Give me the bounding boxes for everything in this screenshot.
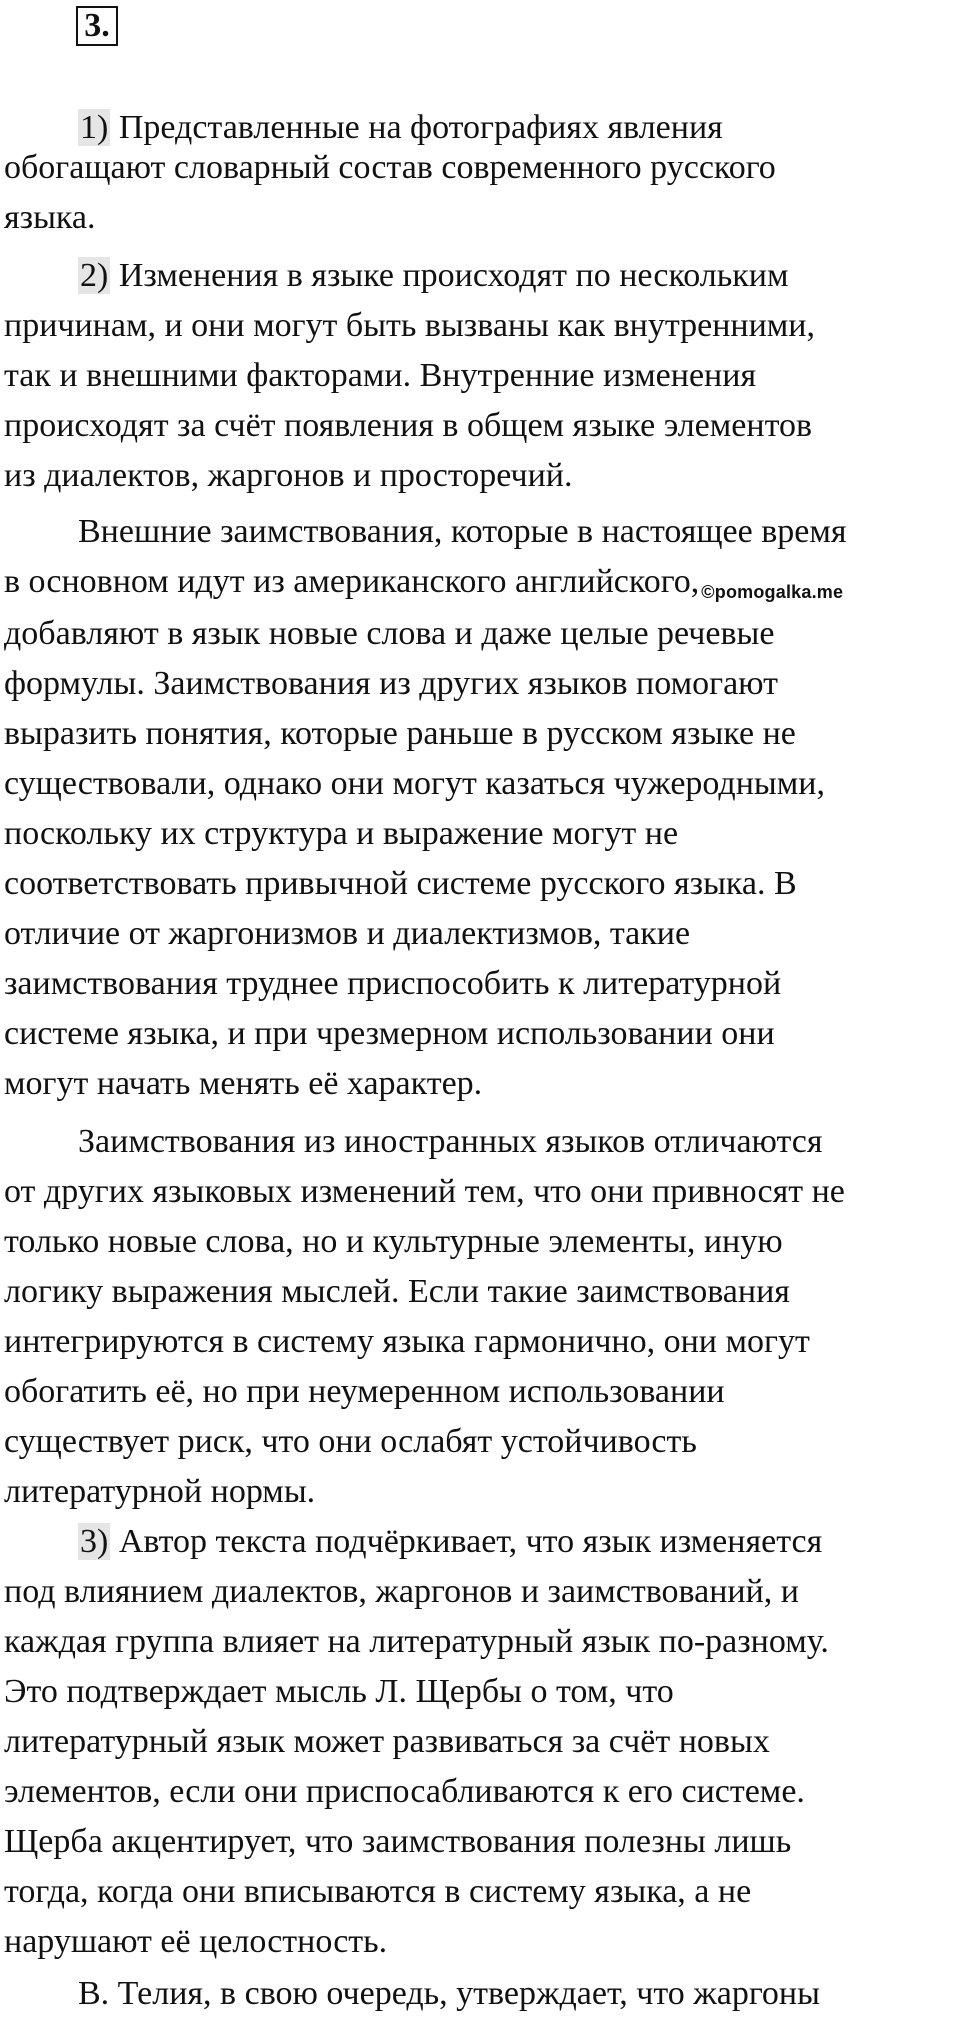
- text-line: Внешние заимствования, которые в настоящее время: [78, 513, 847, 550]
- line-text: Представленные на фотографиях явления: [110, 109, 723, 146]
- text-line: тогда, когда они вписываются в систему языка, а не: [4, 1873, 752, 1910]
- text-line: Это подтверждает мысль Л. Щербы о том, что: [4, 1673, 674, 1710]
- text-line: каждая группа влияет на литературный язык по-разному.: [4, 1623, 829, 1660]
- text-line: существует риск, что они ослабят устойчивость: [4, 1423, 697, 1460]
- text-line: обогащают словарный состав современного русского: [4, 149, 776, 186]
- text-line: из диалектов, жаргонов и просторечий.: [4, 457, 573, 494]
- text-line: интегрируются в систему языка гармонично, они могут: [4, 1323, 810, 1360]
- line-text: Автор текста подчёркивает, что язык изменяется: [110, 1523, 823, 1560]
- text-line: формулы. Заимствования из других языков помогают: [4, 665, 778, 702]
- text-line: обогатить её, но при неумеренном использовании: [4, 1373, 725, 1410]
- task-number-box: 3.: [76, 6, 118, 46]
- text-line: происходят за счёт появления в общем языке элементов: [4, 407, 813, 444]
- text-line: заимствования труднее приспособить к литературной: [4, 965, 782, 1002]
- text-line: [4, 562, 843, 602]
- text-line: [78, 108, 723, 148]
- text-line: только новые слова, но и культурные элементы, иную: [4, 1223, 783, 1260]
- item-marker: 3): [80, 1523, 109, 1560]
- text-line: могут начать менять её характер.: [4, 1065, 483, 1102]
- item-marker: 1): [80, 109, 109, 146]
- line-text: Изменения в языке происходят по нескольким: [110, 257, 789, 294]
- item-marker: 2): [80, 257, 109, 294]
- text-line: элементов, если они приспосабливаются к его системе.: [4, 1773, 805, 1810]
- text-line: [78, 256, 789, 296]
- text-line: отличие от жаргонизмов и диалектизмов, такие: [4, 915, 691, 952]
- text-line: Заимствования из иностранных языков отличаются: [78, 1123, 823, 1160]
- text-line: [78, 1522, 822, 1562]
- text-line: так и внешними факторами. Внутренние изменения: [4, 357, 757, 394]
- text-line: под влиянием диалектов, жаргонов и заимствований, и: [4, 1573, 799, 1610]
- text-line: литературной нормы.: [4, 1473, 316, 1510]
- line-text: в основном идут из американского английского,: [4, 563, 700, 600]
- text-line: от других языковых изменений тем, что они привносят не: [4, 1173, 845, 1210]
- text-line: соответствовать привычной системе русского языка. В: [4, 865, 797, 902]
- text-line: добавляют в язык новые слова и даже целые речевые: [4, 615, 775, 652]
- text-line: логику выражения мыслей. Если такие заимствования: [4, 1273, 790, 1310]
- text-line: языка.: [4, 199, 96, 236]
- text-line: выразить понятия, которые раньше в русском языке не: [4, 715, 796, 752]
- text-line: системе языка, и при чрезмерном использовании они: [4, 1015, 775, 1052]
- text-line: литературный язык может развиваться за счёт новых: [4, 1723, 770, 1760]
- text-line: нарушают её целостность.: [4, 1923, 388, 1960]
- text-line: существовали, однако они могут казаться чужеродными,: [4, 765, 825, 802]
- text-line: причинам, и они могут быть вызваны как внутренними,: [4, 307, 815, 344]
- text-line: Щерба акцентирует, что заимствования полезны лишь: [4, 1823, 792, 1860]
- text-line: В. Телия, в свою очередь, утверждает, что жаргоны: [78, 1975, 820, 2012]
- watermark-label: ©pomogalka.me: [701, 582, 844, 602]
- text-line: поскольку их структура и выражение могут не: [4, 815, 679, 852]
